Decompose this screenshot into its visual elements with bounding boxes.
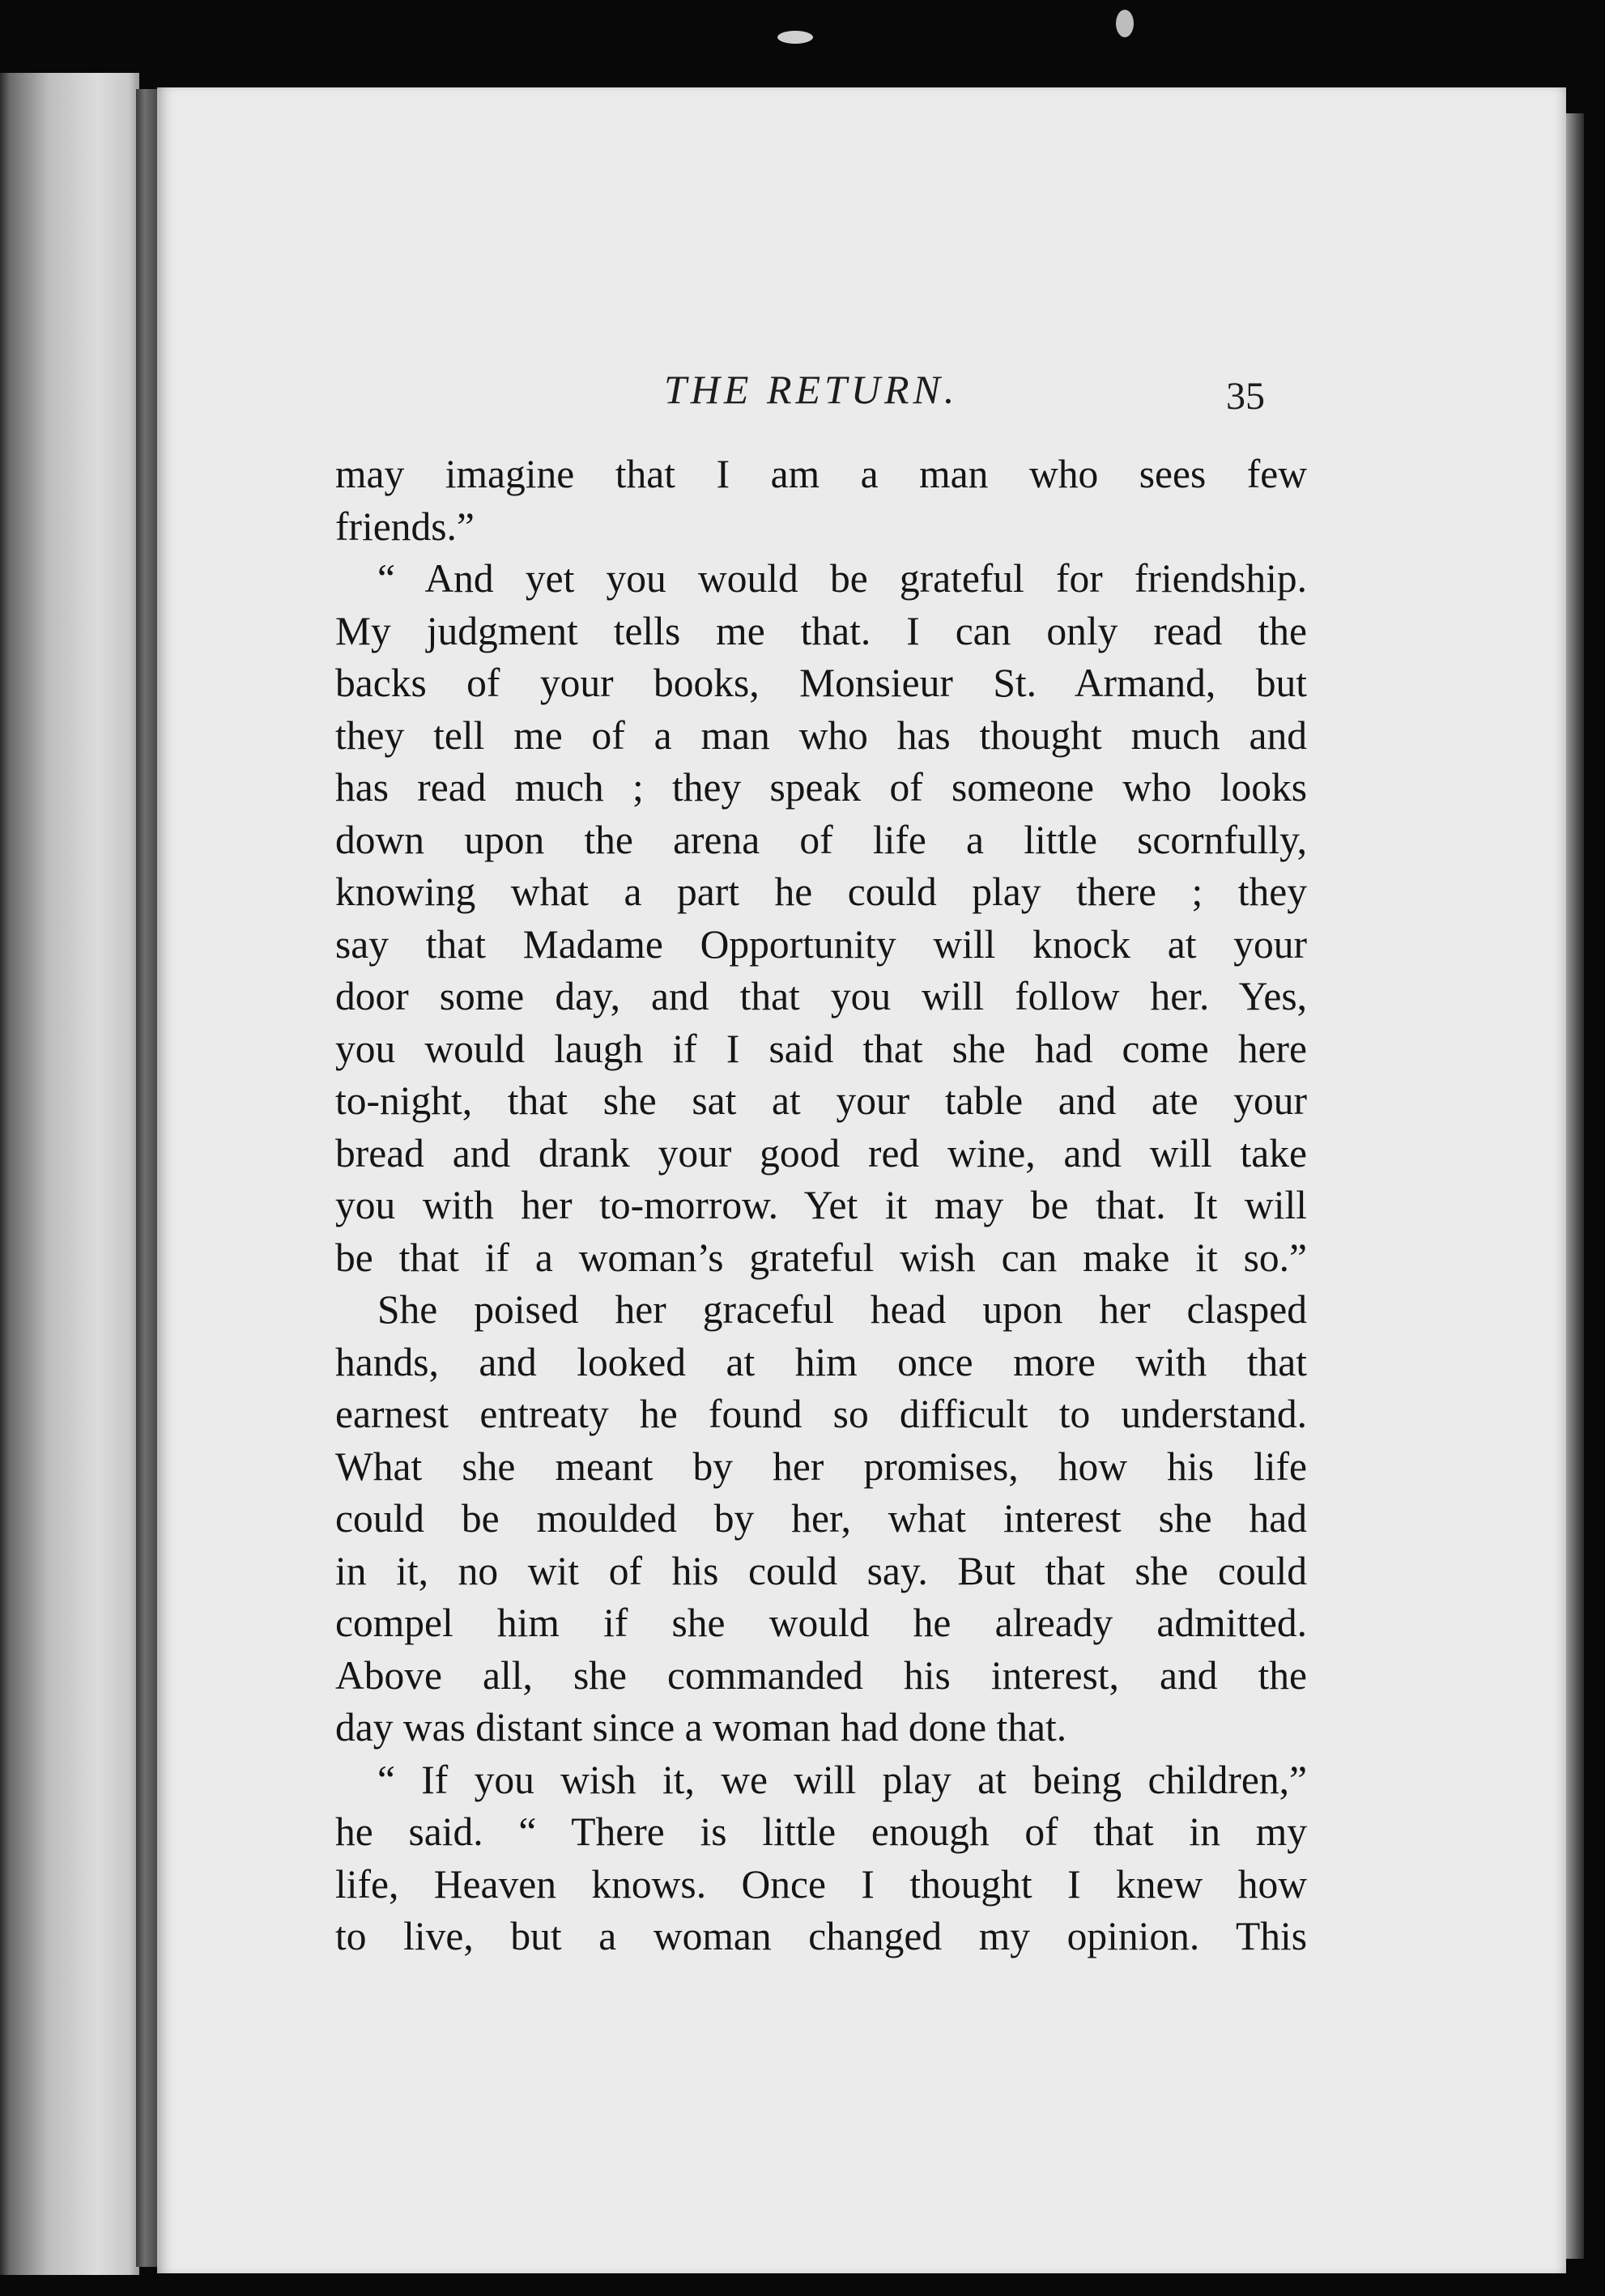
text-line: compel him if she would he already admitted. xyxy=(335,1601,1307,1645)
text-line: to-night, that she sat at your table and ate your xyxy=(335,1078,1307,1123)
text-line: you would laugh if I said that she had come here xyxy=(335,1026,1307,1071)
text-line: My judgment tells me that. I can only read the xyxy=(335,608,1307,653)
text-line: door some day, and that you will follow her. Yes, xyxy=(335,974,1307,1018)
text-line: “ And yet you would be grateful for friendship. xyxy=(377,556,1307,601)
text-line: to live, but a woman changed my opinion. This xyxy=(335,1914,1307,1958)
page-edge-right xyxy=(1566,113,1584,2259)
text-line: they tell me of a man who has thought much and xyxy=(335,712,1307,758)
text-line: say that Madame Opportunity will knock at your xyxy=(335,921,1307,967)
text-line: life, Heaven knows. Once I thought I knew how xyxy=(335,1861,1307,1907)
text-line: you with her to-morrow. Yet it may be that. It will xyxy=(335,1183,1307,1227)
text-line: in it, no wit of his could say. But that she could xyxy=(335,1548,1307,1593)
text-line: day was distant since a woman had done that. xyxy=(335,1705,1067,1750)
text-line: friends.” xyxy=(335,504,475,549)
text-line: earnest entreaty he found so difficult to understand. xyxy=(335,1392,1307,1436)
page-number: 35 xyxy=(1226,375,1265,418)
text-line: may imagine that I am a man who sees few xyxy=(335,452,1307,496)
text-line: knowing what a part he could play there ; they xyxy=(335,870,1307,914)
text-line: he said. “ There is little enough of that in my xyxy=(335,1809,1307,1854)
dust-speck xyxy=(777,31,813,44)
running-title: THE RETURN. xyxy=(664,367,959,412)
text-line: hands, and looked at him once more with that xyxy=(335,1339,1307,1384)
text-line: What she meant by her promises, how his life xyxy=(335,1444,1307,1489)
text-line: She poised her graceful head upon her clasped xyxy=(377,1287,1307,1332)
text-line: be that if a woman’s grateful wish can make it so.” xyxy=(335,1235,1307,1280)
text-line: Above all, she commanded his interest, and the xyxy=(335,1652,1307,1698)
body-text xyxy=(335,449,1307,1963)
text-line: down upon the arena of life a little scornfully, xyxy=(335,817,1307,862)
text-line: has read much ; they speak of someone who looks xyxy=(335,765,1307,810)
text-line: could be moulded by her, what interest she had xyxy=(335,1496,1307,1541)
text-line: bread and drank your good red wine, and will take xyxy=(335,1130,1307,1176)
text-line: “ If you wish it, we will play at being children,” xyxy=(377,1757,1307,1802)
running-header xyxy=(0,358,1605,423)
dust-speck xyxy=(1116,10,1134,37)
text-line: backs of your books, Monsieur St. Armand, but xyxy=(335,661,1307,705)
